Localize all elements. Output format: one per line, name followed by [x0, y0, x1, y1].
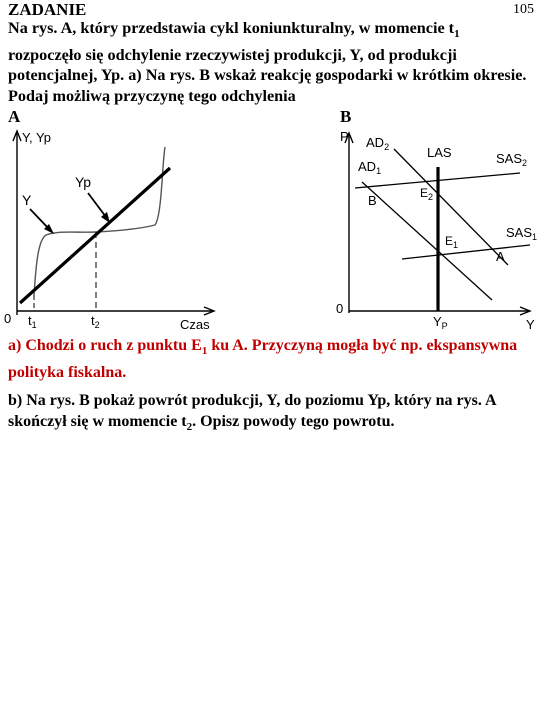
tick-t2-main: t [91, 313, 95, 328]
label-sas2 [496, 151, 527, 168]
answer-part2: ku A. Przyczyną mogła być np. ekspansywna polityka fiskalna. [8, 337, 518, 382]
figure-b-origin: 0 [336, 301, 344, 316]
question-b [8, 390, 528, 438]
intro-part1: Na rys. A, który przedstawia cykl koniunkturalny, w momencie t [8, 19, 455, 37]
label-yp-main: Y [433, 314, 442, 329]
label-sas2-main: SAS [496, 151, 523, 166]
figure-b-x-axis-label: Y [526, 317, 535, 332]
label-ad2-main: AD [366, 135, 385, 150]
figure-b-ad-as-model [330, 125, 540, 335]
line-yp [20, 168, 170, 303]
label-sas1-sub: 1 [532, 232, 538, 242]
label-e1-main: E [445, 234, 454, 248]
answer-sub: 1 [201, 345, 208, 358]
label-sas2-sub: 2 [522, 158, 528, 168]
question-b-part2: . Opisz powody tego powrotu. [192, 413, 395, 430]
answer-a [8, 335, 528, 383]
figure-b-label: B [340, 107, 352, 126]
label-e2-sub: 2 [428, 192, 434, 202]
label-ad1-sub: 1 [376, 166, 382, 176]
figure-a-origin: 0 [4, 311, 12, 326]
label-a: A [496, 249, 505, 264]
label-ad2 [366, 135, 389, 152]
arrow-yp-head [101, 212, 110, 223]
figure-a-label: A [8, 107, 21, 126]
label-ad2-sub: 2 [384, 142, 390, 152]
arrow-yp-label [88, 193, 106, 217]
task-intro [8, 18, 528, 106]
intro-part2: rozpoczęło się odchylenie rzeczywistej produkcji, Y, od produkcji potencjalnej, Yp. a) Na rys. B wskaż reakcję gospodarki w krótkim okresie. Podaj możliwą przyczynę tego odchylenia [8, 45, 527, 105]
label-yp-sub: P [441, 321, 448, 331]
figure-b-y-axis-label: P [340, 129, 349, 144]
label-e1 [445, 234, 458, 250]
answer-part1: a) Chodzi o ruch z punktu E [8, 337, 202, 354]
question-b-part1: b) Na rys. B pokaż powrót produkcji, Y, do poziomu Yp, który na rys. A skończył się w momencie t [8, 392, 496, 430]
label-sas1 [506, 225, 537, 242]
label-sas1-main: SAS [506, 225, 533, 240]
tick-t1 [28, 313, 37, 330]
task-title: ZADANIE [8, 0, 87, 19]
tick-t1-sub: 1 [31, 320, 37, 330]
tick-t2 [91, 313, 100, 330]
page-number: 105 [513, 2, 534, 17]
figure-a-y-axis-label: Y, Yp [22, 130, 51, 145]
figure-a-business-cycle [0, 125, 235, 335]
tick-t1-main: t [28, 313, 32, 328]
label-e1-sub: 1 [453, 240, 459, 250]
curve-yp-label: Yp [75, 174, 92, 190]
curve-y-label: Y [22, 192, 32, 208]
question-b-sub: 2 [186, 421, 193, 434]
label-yp [433, 314, 448, 331]
tick-t2-sub: 2 [94, 320, 100, 330]
label-e2-main: E [420, 186, 429, 200]
label-b: B [368, 193, 377, 208]
label-ad1 [358, 159, 381, 176]
label-las: LAS [427, 145, 452, 160]
label-ad1-main: AD [358, 159, 377, 174]
figure-a-x-axis-label: Czas [180, 317, 210, 332]
label-e2 [420, 186, 433, 202]
intro-sub: 1 [454, 28, 460, 41]
curve-sas1 [402, 245, 530, 259]
